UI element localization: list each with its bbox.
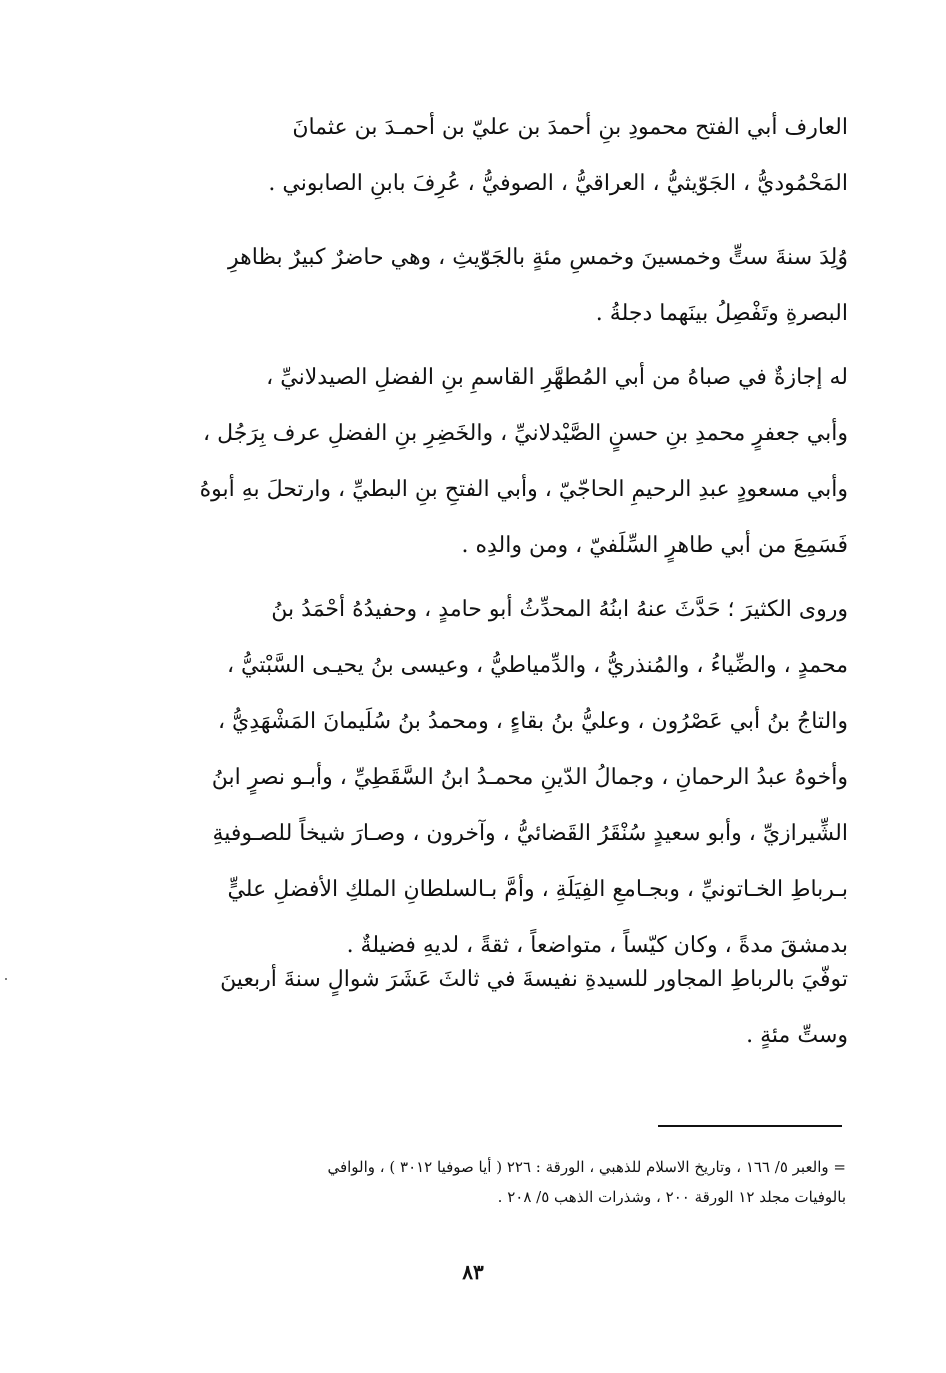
text-line: وأبي مسعودٍ عبدِ الرحيمِ الحاجّيّ ، وأبي الفتحِ بنِ البطيِّ ، وارتحلَ بهِ أبوهُ bbox=[199, 477, 848, 502]
text-line: وأخوهُ عبدُ الرحمانِ ، وجمالُ الدّينِ محمـدُ ابنُ السَّقَطِيِّ ، وأبـو نصرٍ ابنُ bbox=[211, 765, 848, 790]
footnote-line: = والعبر ٥/ ١٦٦ ، وتاريخ الاسلام للذهبي ، الورقة : ٢٢٦ ( أيا صوفيا ٣٠١٢ ) ، والوافي bbox=[327, 1158, 846, 1176]
paragraph-death bbox=[160, 952, 848, 1064]
text-line: محمدٍ ، والضِّياءُ ، والمُنذريُّ ، والدِّمياطيُّ ، وعيسى بنُ يحيـى السَّبْتيُّ ، bbox=[226, 653, 848, 678]
footnote-divider bbox=[658, 1125, 842, 1127]
footnote-line: بالوفيات مجلد ١٢ الورقة ٢٠٠ ، وشذرات الذهب ٥/ ٢٠٨ . bbox=[497, 1188, 846, 1206]
footnote bbox=[130, 1152, 846, 1212]
page-number: ٨٣ bbox=[462, 1260, 484, 1284]
text-line: وأبي جعفرٍ محمدِ بنِ حسنٍ الصَّيْدلانيِّ ، والخَضِرِ بنِ الفضلِ عرف بِرَجُل ، bbox=[203, 421, 848, 446]
text-line: توفّيَ بالرباطِ المجاور للسيدةِ نفيسةَ في ثالثَ عَشَرَ شوالٍ سنةَ أربعينَ bbox=[220, 967, 848, 992]
text-line: وُلِدَ سنةَ ستٍّ وخمسينَ وخمسِ مئةٍ بالجَوّيثِ ، وهي حاضرٌ كبيرٌ بظاهرِ bbox=[228, 245, 848, 270]
text-line: العارف أبي الفتح محمودِ بنِ أحمدَ بن عليّ بن أحمـدَ بن عثمانَ bbox=[292, 115, 848, 140]
text-line: البصرةِ وتَفْصِلُ بينَهما دجلةُ . bbox=[595, 301, 848, 326]
text-line: بـرباطِ الخـاتونيِّ ، وبجـامعِ الفِيَلَةِ ، وأمَّ بـالسلطانِ الملكِ الأفضلِ عليٍّ bbox=[227, 877, 848, 902]
scan-speck bbox=[5, 978, 7, 980]
text-line: بدمشقَ مدةً ، وكان كيّساً ، متواضعاً ، ثقةً ، لديهِ فضيلةٌ . bbox=[346, 933, 848, 958]
paragraph-birth bbox=[160, 230, 848, 342]
text-line: وستِّ مئةٍ . bbox=[746, 1023, 848, 1048]
text-line: الشِّيرازيِّ ، وأبو سعيدٍ سُنْقَرُ القَضائيُّ ، وآخرون ، وصـارَ شيخاً للصـوفيةِ bbox=[212, 821, 848, 846]
text-line: له إجازةٌ في صباهُ من أبي المُطهَّرِ القاسمِ بنِ الفضلِ الصيدلانيِّ ، bbox=[266, 365, 848, 390]
paragraph-ijaza bbox=[160, 350, 848, 574]
paragraph-narration bbox=[160, 582, 848, 974]
paragraph-name-lineage bbox=[160, 100, 848, 212]
text-line: فَسَمِعَ من أبي طاهرٍ السِّلَفيّ ، ومن والدِه . bbox=[461, 533, 848, 558]
text-line: والتاجُ بنُ أبي عَصْرُون ، وعليُّ بنُ بقاءٍ ، ومحمدُ بنُ سُلَيمانَ المَشْهَدِيُّ ، bbox=[217, 709, 848, 734]
text-line: وروى الكثيرَ ؛ حَدَّثَ عنهُ ابنُهُ المحدِّثُ أبو حامدٍ ، وحفيدُهُ أحْمَدُ بنُ bbox=[271, 597, 848, 622]
text-line: المَحْمُوديُّ ، الجَوّيثيُّ ، العراقيُّ ، الصوفيُّ ، عُرِفَ بابنِ الصابوني . bbox=[268, 171, 848, 196]
